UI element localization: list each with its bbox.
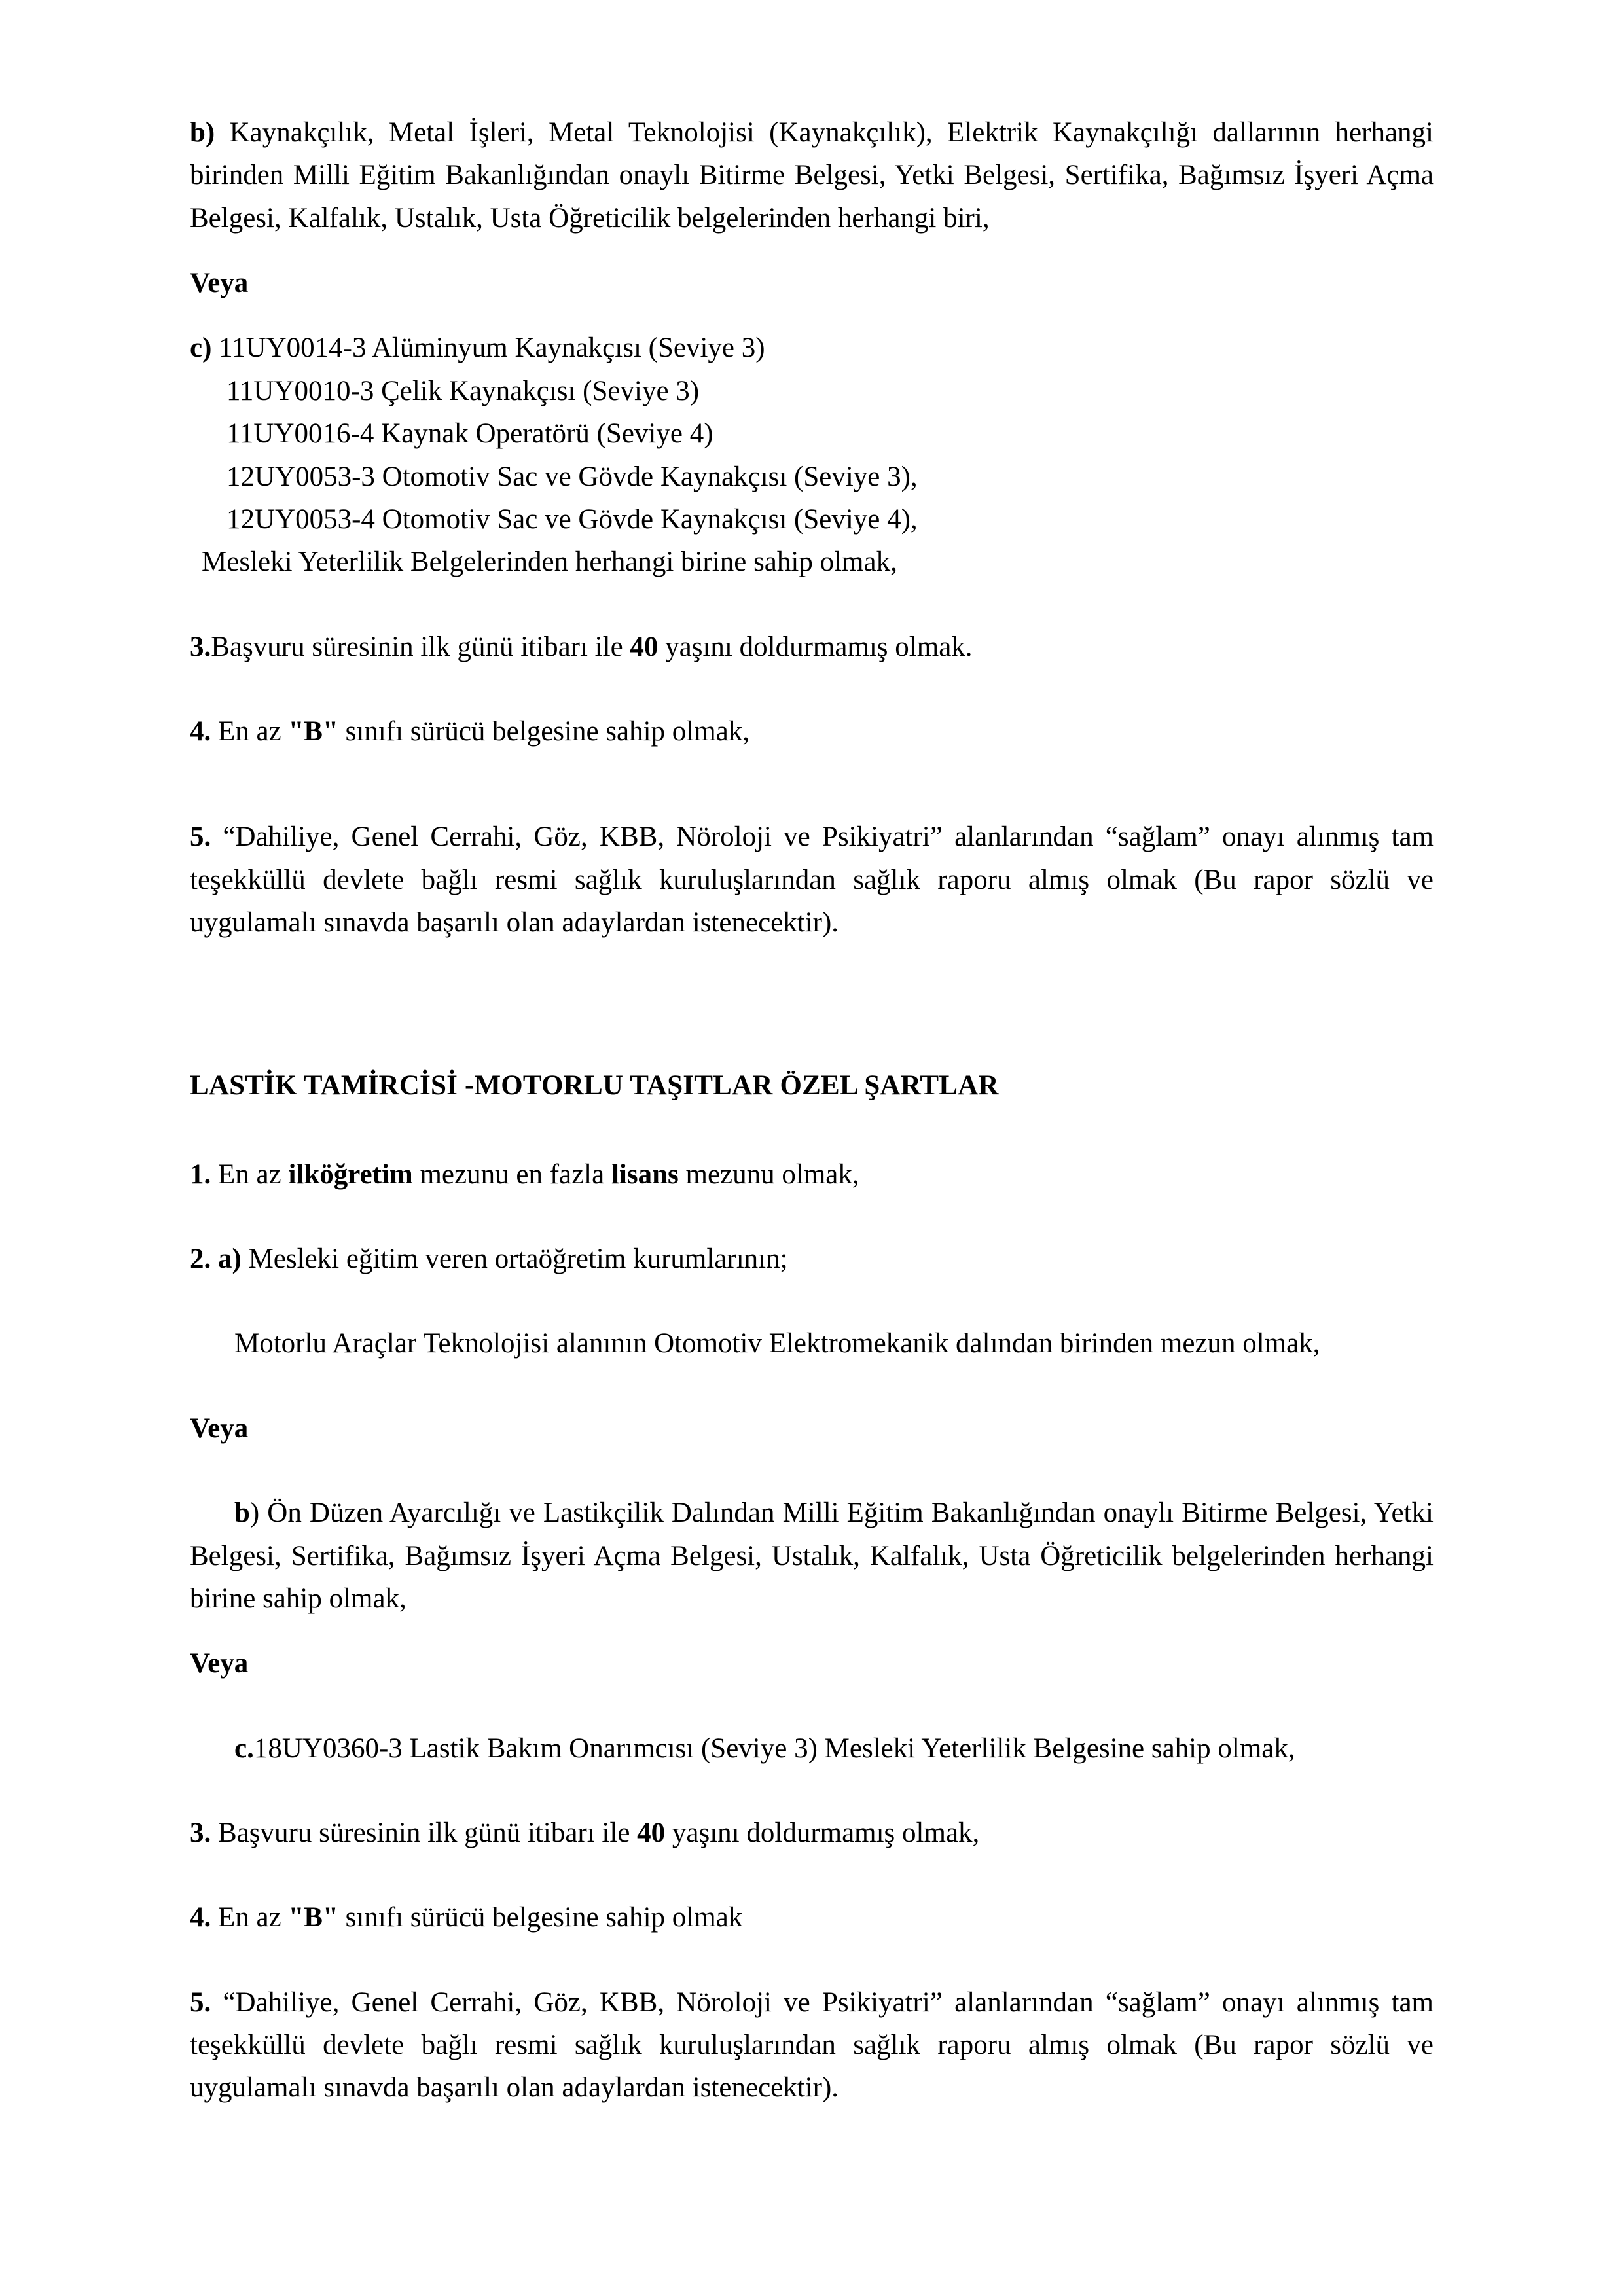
list-marker-2: 2. <box>190 1244 211 1275</box>
item-3-text-before: Başvuru süresinin ilk günü itibarı ile <box>211 631 630 662</box>
paragraph-item-2-tire <box>190 1238 1434 1280</box>
age-limit-value: 40 <box>630 631 659 662</box>
item-1-text-2: mezunu en fazla <box>412 1158 611 1190</box>
list-marker-5: 5. <box>190 1986 211 2018</box>
license-class-value: "B" <box>288 715 338 747</box>
min-education-value: ilköğretim <box>288 1158 413 1190</box>
item-2-text: Mesleki eğitim veren ortaöğretim kurumlarının; <box>241 1244 788 1275</box>
spacer <box>190 1472 1434 1492</box>
list-submarker-a: a) <box>218 1244 242 1275</box>
certificate-code-text: 12UY0053-3 Otomotiv Sac ve Gövde Kaynakçısı (Seviye 3), <box>226 461 918 492</box>
license-class-value: "B" <box>288 1902 338 1933</box>
item-4-text-after: sınıfı sürücü belgesine sahip olmak, <box>338 715 750 747</box>
paragraph-item-3-tire <box>190 1812 1434 1854</box>
spacer <box>190 1792 1434 1812</box>
age-limit-value: 40 <box>637 1817 666 1848</box>
certificate-code-row <box>190 412 1434 455</box>
list-marker-4: 4. <box>190 1902 211 1933</box>
paragraph-item-c-tire <box>190 1727 1434 1770</box>
spacer <box>190 1134 1434 1153</box>
item-3-text-after: yaşını doldurmamış olmak, <box>665 1817 980 1848</box>
certificate-code-text: 12UY0053-4 Otomotiv Sac ve Gövde Kaynakçısı (Seviye 4), <box>226 503 918 535</box>
section-heading-tire: LASTİK TAMİRCİSİ -MOTORLU TAŞITLAR ÖZEL ŞARTLAR <box>190 1070 999 1102</box>
spacer <box>190 606 1434 626</box>
list-marker-b: b) <box>190 117 215 148</box>
paragraph-item-b-tire <box>190 1492 1434 1620</box>
paragraph-item-4-tire <box>190 1896 1434 1939</box>
paragraph-item-3-welding <box>190 626 1434 668</box>
certificate-code-row <box>190 498 1434 541</box>
veya-label-tire-2: Veya <box>190 1648 249 1679</box>
spacer <box>190 1388 1434 1407</box>
certificate-code-list-welding <box>190 327 1434 583</box>
certificate-list-tail: Mesleki Yeterlilik Belgelerinden herhangi birine sahip olmak, <box>202 547 897 578</box>
spacer <box>190 1218 1434 1238</box>
list-marker-5: 5. <box>190 821 211 853</box>
item-5-text: “Dahiliye, Genel Cerrahi, Göz, KBB, Nöroloji ve Psikiyatri” alanlarından “sağlam” onayı alınmış tam teşekküllü devlete bağlı resmi sağlık kuruluşlarından sağlık raporu almış olmak (Bu rapor sözlü ve uygulamalı sınavda başarılı olan adaylardan istenecektir). <box>190 1986 1434 2104</box>
list-marker-b: b <box>234 1498 250 1529</box>
certificate-code-text: 11UY0010-3 Çelik Kaynakçısı (Seviye 3) <box>226 375 700 406</box>
item-5-text: “Dahiliye, Genel Cerrahi, Göz, KBB, Nöroloji ve Psikiyatri” alanlarından “sağlam” onayı alınmış tam teşekküllü devlete bağlı resmi sağlık kuruluşlarından sağlık raporu almış olmak (Bu rapor sözlü ve uygulamalı sınavda başarılı olan adaylardan istenecektir). <box>190 821 1434 939</box>
list-marker-1: 1. <box>190 1158 211 1190</box>
item-1-text-1: En az <box>211 1158 289 1190</box>
paragraph-item-2-body-tire: Motorlu Araçlar Teknolojisi alanının Otomotiv Elektromekanik dalından birinden mezun olmak, <box>234 1328 1320 1359</box>
document-body <box>190 111 1434 2109</box>
list-marker-c: c) <box>190 332 212 364</box>
max-education-value: lisans <box>611 1158 679 1190</box>
item-3-text-after: yaşını doldurmamış olmak. <box>658 631 973 662</box>
paragraph-item-5-welding <box>190 816 1434 944</box>
item-4-text-before: En az <box>211 1902 289 1933</box>
spacer <box>190 775 1434 816</box>
paragraph-item-1-tire <box>190 1153 1434 1196</box>
veya-label-welding-1: Veya <box>190 268 249 299</box>
item-b-text: ) Ön Düzen Ayarcılığı ve Lastikçilik Dalından Milli Eğitim Bakanlığından onaylı Bitirme Belgesi, Yetki Belgesi, Sertifika, Bağımsız İşyeri Açma Belgesi, Ustalık, Kalfalık, Usta Öğreticilik belgelerinden herhangi birine sahip olmak, <box>190 1498 1434 1614</box>
paragraph-item-5-tire <box>190 1981 1434 2109</box>
paragraph-item-4-welding <box>190 710 1434 753</box>
item-3-text-before: Başvuru süresinin ilk günü itibarı ile <box>211 1817 638 1848</box>
item-4-text-before: En az <box>211 715 289 747</box>
list-marker-3: 3. <box>190 1817 211 1848</box>
spacer <box>190 1876 1434 1896</box>
spacer <box>190 1962 1434 1981</box>
spacer <box>190 1302 1434 1322</box>
certificate-code-row <box>190 456 1434 498</box>
list-marker-3: 3. <box>190 631 211 662</box>
spacer <box>190 1708 1434 1727</box>
certificate-code-text: 11UY0014-3 Alüminyum Kaynakçısı (Seviye 3) <box>219 332 765 364</box>
certificate-code-text: 11UY0016-4 Kaynak Operatörü (Seviye 4) <box>226 418 713 450</box>
list-marker-4: 4. <box>190 715 211 747</box>
certificate-code-row <box>190 327 1434 369</box>
item-1-text-3: mezunu olmak, <box>678 1158 859 1190</box>
veya-label-tire-1: Veya <box>190 1412 249 1444</box>
item-4-text-after: sınıfı sürücü belgesine sahip olmak <box>338 1902 743 1933</box>
list-text-b: Kaynakçılık, Metal İşleri, Metal Teknolojisi (Kaynakçılık), Elektrik Kaynakçılığı dallarının herhangi birinden Milli Eğitim Bakanlığından onaylı Bitirme Belgesi, Yetki Belgesi, Sertifika, Bağımsız İşyeri Açma Belgesi, Kalfalık, Ustalık, Usta Öğreticilik belgelerinden herhangi biri, <box>190 117 1434 234</box>
certificate-code-row <box>190 370 1434 412</box>
spacer <box>190 966 1434 1064</box>
item-c-text: 18UY0360-3 Lastik Bakım Onarımcısı (Seviye 3) Mesleki Yeterlilik Belgesine sahip olmak, <box>253 1732 1295 1764</box>
list-marker-c: c. <box>234 1732 254 1764</box>
spacer <box>190 691 1434 710</box>
paragraph-item-b-welding <box>190 111 1434 240</box>
